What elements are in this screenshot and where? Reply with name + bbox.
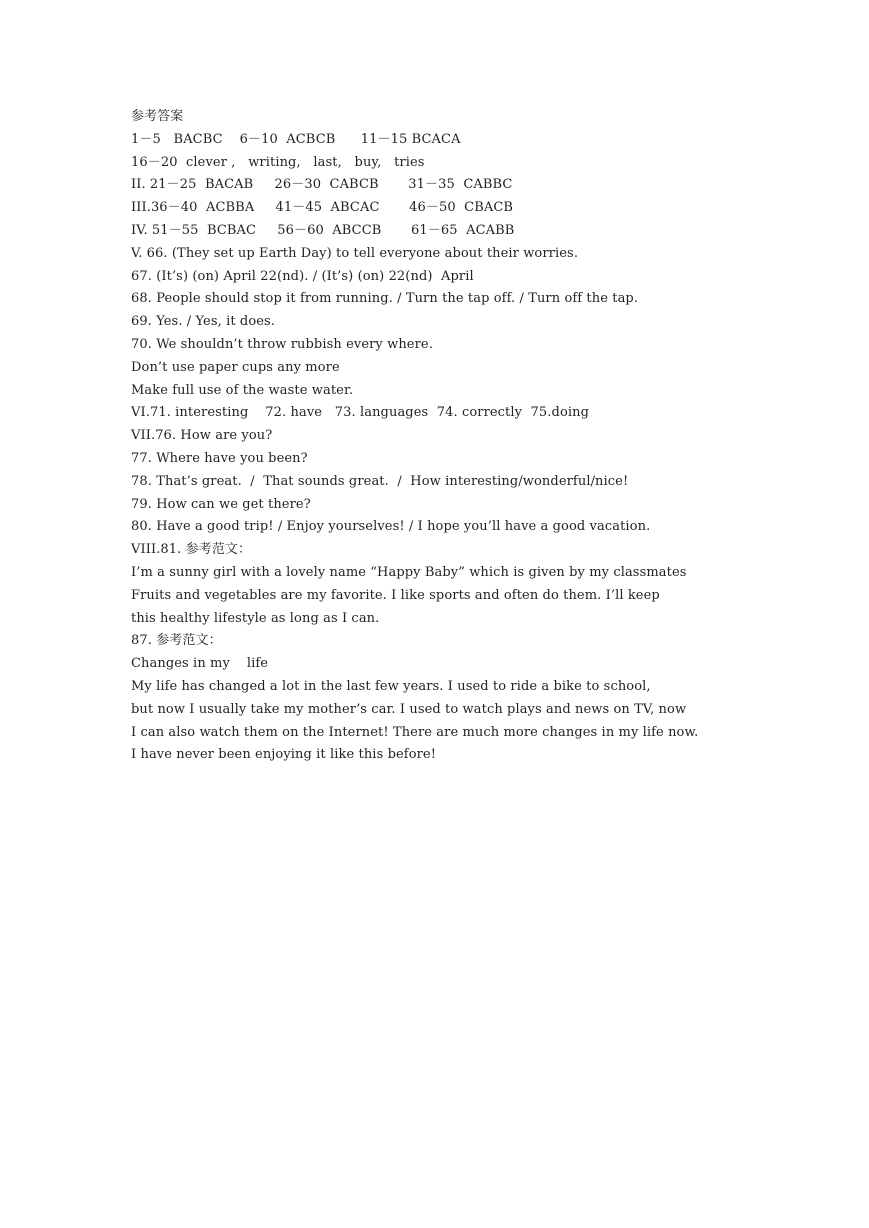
sample-essay-87-line-2: but now I usually take my mother’s car. I used to watch plays and news on TV, now — [131, 701, 687, 717]
heading-answer-key: 参考答案 — [131, 109, 184, 124]
answer-line-70: 70. We shouldn’t throw rubbish every where. — [131, 336, 433, 352]
answer-line-70b: Don’t use paper cups any more — [131, 359, 340, 375]
answer-line-80: 80. Have a good trip! / Enjoy yourselves! / I hope you’ll have a good vacation. — [131, 519, 651, 535]
sample-essay-81-line-2: Fruits and vegetables are my favorite. I like sports and often do them. I’ll keep — [131, 587, 660, 603]
sample-essay-87-line-3: I can also watch them on the Internet! There are much more changes in my life now. — [131, 724, 699, 740]
answer-line-76: VII.76. How are you? — [131, 428, 273, 444]
answer-line-78: 78. That’s great. / That sounds great. / How interesting/wonderful/nice! — [131, 473, 629, 489]
answer-line-section-4: IV. 51－55 BCBAC 56－60 ABCCB 61－65 ACABB — [131, 222, 515, 238]
answer-line-77: 77. Where have you been? — [131, 450, 308, 466]
answer-key-text — [131, 106, 751, 767]
sample-essay-81-line-3: this healthy lifestyle as long as I can. — [131, 610, 380, 626]
sample-essay-87-line-1: My life has changed a lot in the last few years. I used to ride a bike to school, — [131, 678, 651, 694]
sample-essay-87-title: Changes in my life — [131, 656, 269, 672]
answer-line-66: V. 66. (They set up Earth Day) to tell everyone about their worries. — [131, 245, 579, 261]
answer-line-67: 67. (It’s) (on) April 22(nd). / (It’s) (on) 22(nd) April — [131, 268, 474, 284]
answer-line-1: 1－5 BACBC 6－10 ACBCB 11－15 BCACA — [131, 131, 461, 147]
answer-line-70c: Make full use of the waste water. — [131, 382, 354, 398]
sample-essay-81-line-1: I’m a sunny girl with a lovely name “Happy Baby” which is given by my classmates — [131, 564, 687, 580]
answer-line-68: 68. People should stop it from running. / Turn the tap off. / Turn off the tap. — [131, 291, 639, 307]
answer-line-79: 79. How can we get there? — [131, 496, 311, 512]
answer-line-section-6: VI.71. interesting 72. have 73. languages 74. correctly 75.doing — [131, 405, 590, 421]
answer-line-69: 69. Yes. / Yes, it does. — [131, 314, 276, 330]
answer-line-81-heading: VIII.81. 参考范文： — [131, 542, 252, 558]
sample-essay-87-line-4: I have never been enjoying it like this before! — [131, 747, 437, 763]
answer-line-2: 16－20 clever , writing, last, buy, tries — [131, 154, 425, 170]
answer-line-87-heading: 87. 参考范文： — [131, 633, 222, 649]
answer-line-section-3: III.36－40 ACBBA 41－45 ABCAC 46－50 CBACB — [131, 200, 514, 216]
answer-line-section-2: II. 21－25 BACAB 26－30 CABCB 31－35 CABBC — [131, 177, 513, 193]
